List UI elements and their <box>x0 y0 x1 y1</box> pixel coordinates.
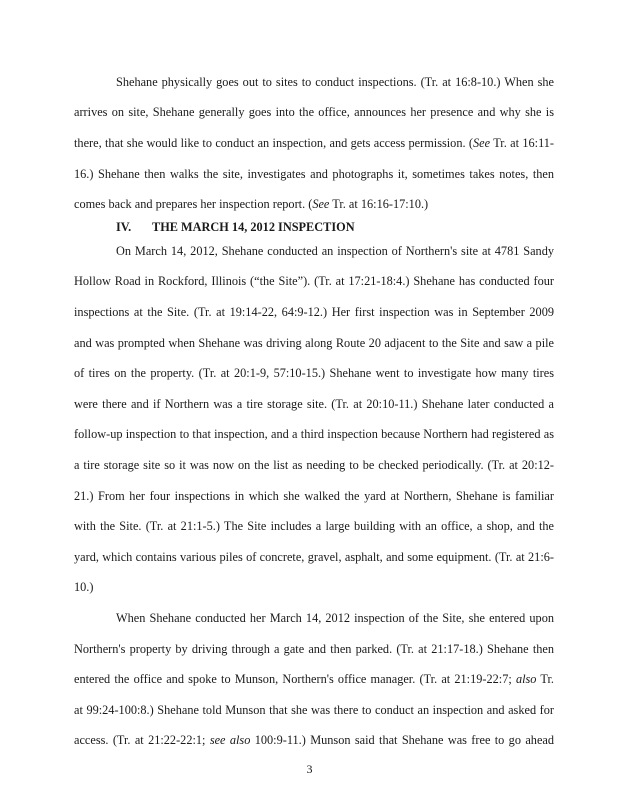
p1-line-3 <box>74 135 554 151</box>
p2-line-3: inspections at the Site. (Tr. at 19:14-22, 64:9-12.) Her first inspection was in September 2009 <box>74 305 554 319</box>
p1-line-3-see: See <box>473 136 491 150</box>
p2-line-7: follow-up inspection to that inspection, and a third inspection because Northern had registered as <box>74 427 554 441</box>
p1-line-5-see: See <box>312 197 330 211</box>
p1-line-3-text: there, that she would like to conduct an inspection, and gets access permission. ( <box>74 136 474 150</box>
page-number: 3 <box>306 762 313 776</box>
p3-line-2: Northern's property by driving through a gate and then parked. (Tr. at 21:17-18.) Shehane then <box>74 642 554 656</box>
section-number: IV. <box>116 220 132 234</box>
p1-line-3-tail: Tr. at 16:11- <box>490 136 555 150</box>
p3-line-3-also: also <box>515 672 537 686</box>
p2-line-2: Hollow Road in Rockford, Illinois (“the Site”). (Tr. at 17:21-18:4.) Shehane has conducted four <box>74 274 554 288</box>
p3-line-5-mid: 100:9-11.) <box>250 733 311 747</box>
p2-line-6: were there and if Northern was a tire storage site. (Tr. at 20:10-11.) Shehane later conducted a <box>74 397 554 411</box>
p3-line-4: at 99:24-100:8.) Shehane told Munson that she was there to conduct an inspection and asked for <box>74 703 554 717</box>
p1-line-4: 16.) Shehane then walks the site, investigates and photographs it, sometimes takes notes, then <box>74 167 554 181</box>
p3-line-5-text: access. (Tr. at 21:22-22:1; <box>74 733 210 747</box>
p3-line-3 <box>74 671 554 687</box>
p2-line-5: of tires on the property. (Tr. at 20:1-9, 57:10-15.) Shehane went to investigate how many tires <box>74 366 554 380</box>
p1-line-5 <box>74 196 554 212</box>
p1-line-5-tail: Tr. at 16:16-17:10.) <box>329 197 429 211</box>
p2-line-4: and was prompted when Shehane was driving along Route 20 adjacent to the Site and saw a pile <box>74 336 554 350</box>
p2-line-11: yard, which contains various piles of concrete, gravel, asphalt, and some equipment. (Tr. at 21:6- <box>74 550 554 564</box>
p3-line-3-text: entered the office and spoke to Munson, Northern's office manager. (Tr. at 21:19-22:7; <box>74 672 516 686</box>
p1-line-5-text: comes back and prepares her inspection report. ( <box>74 197 313 211</box>
p1-line-1: Shehane physically goes out to sites to conduct inspections. (Tr. at 16:8-10.) When she <box>116 75 554 89</box>
p1-line-2: arrives on site, Shehane generally goes into the office, announces her presence and why she is <box>74 105 554 119</box>
p2-line-10: with the Site. (Tr. at 21:1-5.) The Site includes a large building with an office, a shop, and the <box>74 519 554 533</box>
p2-line-8: a tire storage site so it was now on the list as needing to be checked periodically. (Tr. at 20:12- <box>74 458 554 472</box>
p3-line-5 <box>74 732 554 748</box>
p2-line-9: 21.) From her four inspections in which she walked the yard at Northern, Shehane is familiar <box>74 489 554 503</box>
p2-line-12: 10.) <box>74 580 94 594</box>
section-heading <box>116 219 355 235</box>
p3-line-5-tail: Munson said that Shehane was free to go ahead <box>310 733 555 747</box>
p3-line-5-see-also: see also <box>209 733 251 747</box>
section-title: THE MARCH 14, 2012 INSPECTION <box>152 220 355 234</box>
p3-line-1: When Shehane conducted her March 14, 2012 inspection of the Site, she entered upon <box>116 611 554 625</box>
p3-line-3-tail: Tr. <box>536 672 554 686</box>
p2-line-1: On March 14, 2012, Shehane conducted an inspection of Northern's site at 4781 Sandy <box>116 244 554 258</box>
